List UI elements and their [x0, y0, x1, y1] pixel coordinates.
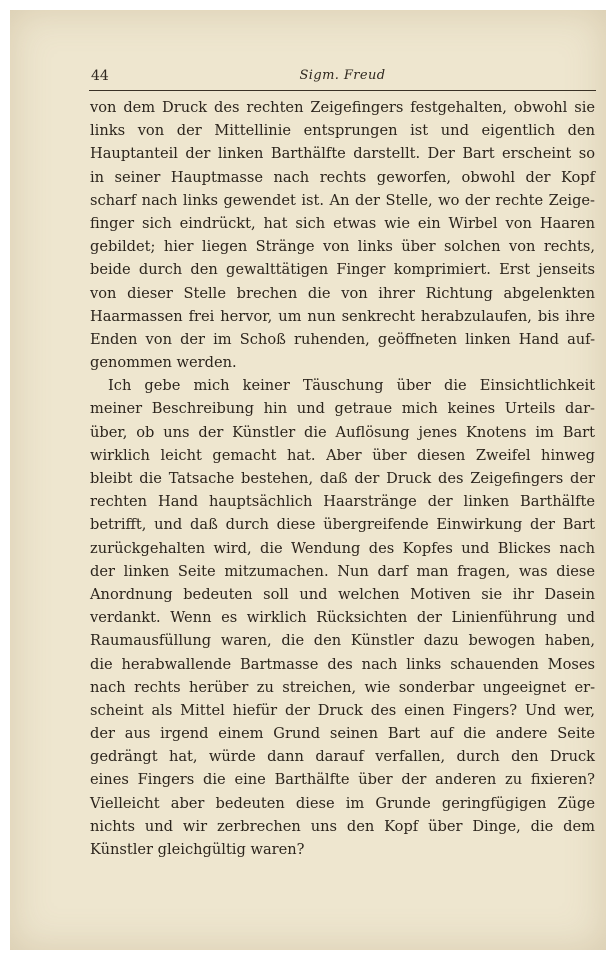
text-line: nach rechts herüber zu streichen, wie sonderbar ungeeignet er-: [90, 678, 595, 696]
text-line: Haarmassen frei hervor, um nun senkrecht herabzulaufen, bis ihre: [90, 307, 595, 325]
text-line: von dieser Stelle brechen die von ihrer Richtung abgelenkten: [90, 284, 595, 302]
running-title: Sigm. Freud: [299, 68, 386, 83]
text-line: von dem Druck des rechten Zeigefingers festgehalten, obwohl sie: [90, 99, 595, 116]
paragraph: [90, 374, 595, 861]
text-line: beide durch den gewalttätigen Finger komprimiert. Erst jenseits: [90, 261, 595, 279]
text-line: gedrängt hat, würde dann darauf verfallen, durch den Druck: [90, 748, 595, 766]
text-line: Anordnung bedeuten soll und welchen Motiven sie ihr Dasein: [90, 585, 595, 603]
page-number: 44: [91, 68, 109, 84]
body-text: [90, 96, 595, 861]
text-line: Ich gebe mich keiner Täuschung über die Einsichtlichkeit: [108, 377, 595, 395]
text-line: bleibt die Tatsache bestehen, daß der Druck des Zeigefingers der: [90, 470, 595, 487]
running-head: [89, 66, 596, 91]
text-line: Enden von der im Schoß ruhenden, geöffneten linken Hand auf-: [90, 330, 595, 348]
text-line: rechten Hand hauptsächlich Haarstränge der linken Barthälfte: [90, 493, 595, 511]
text-line: die herabwallende Bartmasse des nach links schauenden Moses: [90, 655, 595, 673]
text-line: über, ob uns der Künstler die Auflösung jenes Knotens im Bart: [90, 423, 595, 441]
text-line: Hauptanteil der linken Barthälfte darstellt. Der Bart erscheint so: [90, 145, 595, 163]
book-page: [10, 10, 606, 950]
text-line: zurückgehalten wird, die Wendung des Kopfes und Blickes nach: [90, 539, 595, 557]
text-line: scheint als Mittel hiefür der Druck des einen Fingers? Und wer,: [90, 701, 595, 719]
text-line: nichts und wir zerbrechen uns den Kopf über Dinge, die dem: [90, 817, 595, 835]
text-line: wirklich leicht gemacht hat. Aber über diesen Zweifel hinweg: [90, 446, 595, 464]
text-line: betrifft, und daß durch diese übergreifende Einwirkung der Bart: [90, 516, 595, 534]
paragraph: [90, 96, 595, 374]
text-line: in seiner Hauptmasse nach rechts geworfen, obwohl der Kopf: [90, 168, 595, 186]
text-line: verdankt. Wenn es wirklich Rücksichten der Linienführung und: [90, 609, 595, 627]
text-line: links von der Mittellinie entsprungen ist und eigentlich den: [90, 122, 595, 140]
text-line: Vielleicht aber bedeuten diese im Grunde geringfügigen Züge: [90, 794, 595, 812]
text-line: der linken Seite mitzumachen. Nun darf man fragen, was diese: [90, 562, 595, 580]
text-line: finger sich eindrückt, hat sich etwas wie ein Wirbel von Haaren: [90, 214, 595, 232]
text-line: der aus irgend einem Grund seinen Bart auf die andere Seite: [90, 725, 595, 743]
text-line: Raumausfüllung waren, die den Künstler dazu bewogen haben,: [90, 632, 595, 650]
text-line: meiner Beschreibung hin und getraue mich keines Urteils dar-: [90, 400, 595, 418]
text-line: scharf nach links gewendet ist. An der Stelle, wo der rechte Zeige-: [90, 191, 595, 209]
text-line: gebildet; hier liegen Stränge von links über solchen von rechts,: [90, 238, 595, 256]
text-line: genommen werden.: [90, 354, 237, 372]
text-line: eines Fingers die eine Barthälfte über der anderen zu fixieren?: [90, 771, 595, 789]
text-line: Künstler gleichgültig waren?: [90, 841, 305, 858]
